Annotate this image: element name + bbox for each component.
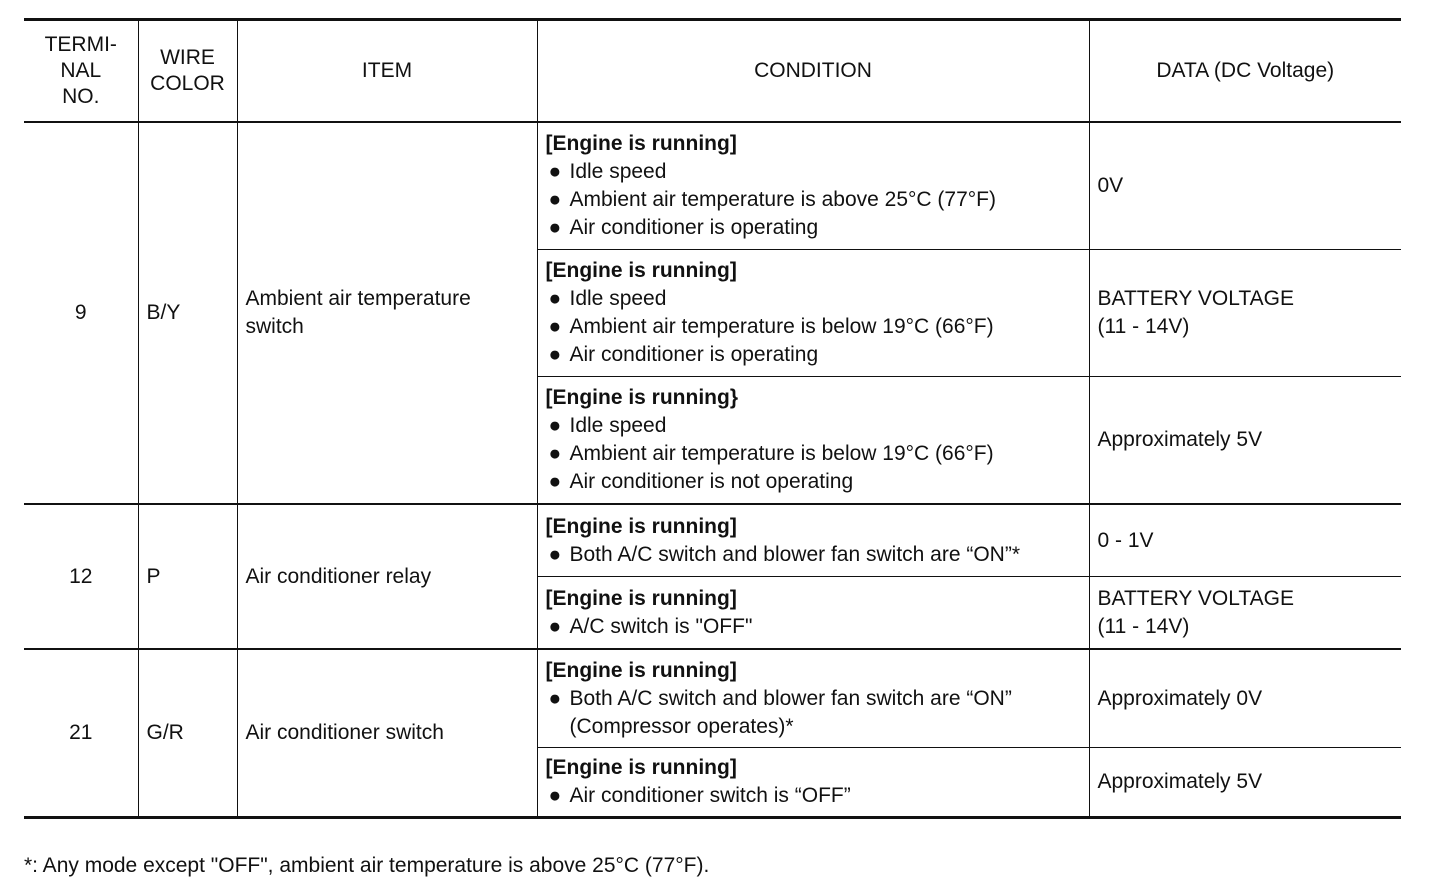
header-terminal-no [24, 20, 138, 123]
item-name [237, 122, 537, 504]
condition-text: Idle speed [569, 414, 667, 437]
item-name [237, 649, 537, 818]
data-value: Approximately 5V [1097, 770, 1263, 793]
data-value: Approximately 5V [1097, 428, 1263, 451]
bullet-dot-icon: ● [548, 160, 562, 183]
condition-cell [537, 577, 1089, 650]
condition-bullet-line [546, 186, 1081, 214]
footnote: *: Any mode except "OFF", ambient air temperature is above 25°C (77°F). [24, 854, 710, 877]
bullet-dot-icon: ● [548, 542, 562, 566]
bullet-dot-icon: ● [548, 414, 562, 437]
bullet-dot-icon: ● [548, 315, 562, 338]
data-value: BATTERY VOLTAGE [1097, 586, 1294, 610]
bullet-dot-icon: ● [548, 188, 562, 211]
bullet-dot-icon: ● [548, 287, 562, 310]
condition-continuation: (Compressor operates)* [569, 714, 794, 738]
condition-text: Idle speed [569, 160, 667, 183]
item-name [237, 504, 537, 649]
condition-title: [Engine is running] [545, 259, 737, 282]
condition-bullet-line [546, 468, 1081, 496]
data-cell [1089, 504, 1401, 577]
wire-color: B/Y [138, 122, 237, 504]
condition-bullet-line [546, 313, 1081, 341]
bullet-dot-icon: ● [548, 686, 562, 710]
data-cell [1089, 122, 1401, 250]
condition-bullet-line [546, 782, 1081, 810]
table-row [24, 649, 1401, 748]
condition-bullet-line [546, 685, 1081, 713]
condition-cell [537, 122, 1089, 250]
wire-color: P [138, 504, 237, 649]
condition-cell [537, 377, 1089, 505]
condition-text: Ambient air temperature is above 25°C (77°F) [569, 188, 996, 211]
header-terminal-line: NAL [60, 59, 102, 82]
bullet-dot-icon: ● [548, 470, 562, 493]
condition-cell [537, 504, 1089, 577]
condition-cell [537, 250, 1089, 377]
condition-cell [537, 649, 1089, 748]
data-cell [1089, 649, 1401, 748]
condition-text: Idle speed [569, 287, 667, 310]
item-line: Air conditioner relay [245, 564, 432, 588]
condition-bullet-line [546, 214, 1081, 242]
condition-title: [Engine is running} [545, 386, 738, 409]
item-line: switch [245, 315, 304, 338]
condition-bullet-line [546, 440, 1081, 468]
header-wire-line: WIRE [160, 46, 215, 69]
condition-text: Air conditioner switch is “OFF” [569, 784, 851, 807]
condition-text: Air conditioner is operating [569, 343, 819, 366]
terminal-number: 21 [24, 649, 138, 818]
data-value: BATTERY VOLTAGE [1097, 287, 1294, 310]
data-value: (11 - 14V) [1097, 315, 1190, 338]
table-header-row [24, 20, 1401, 123]
header-terminal-line: TERMI- [44, 33, 117, 56]
bullet-dot-icon: ● [548, 442, 562, 465]
data-cell [1089, 250, 1401, 377]
condition-title: [Engine is running] [545, 756, 737, 779]
bullet-dot-icon: ● [548, 343, 562, 366]
item-line: Air conditioner switch [245, 721, 444, 744]
data-value: Approximately 0V [1097, 686, 1263, 710]
condition-text: Air conditioner is operating [569, 216, 819, 239]
condition-text: Both A/C switch and blower fan switch are “ON” [569, 686, 1012, 710]
condition-title: [Engine is running] [545, 514, 737, 538]
data-value: (11 - 14V) [1097, 614, 1190, 638]
wire-color: G/R [138, 649, 237, 818]
item-line: Ambient air temperature [245, 287, 471, 310]
data-cell [1089, 577, 1401, 650]
table-row [24, 122, 1401, 250]
condition-bullet-line [546, 613, 1081, 641]
bullet-dot-icon: ● [548, 784, 562, 807]
data-cell [1089, 748, 1401, 818]
condition-bullet-line [546, 541, 1081, 569]
condition-title: [Engine is running] [545, 586, 737, 610]
bullet-dot-icon: ● [548, 216, 562, 239]
header-item: ITEM [237, 20, 537, 123]
condition-bullet-line [546, 158, 1081, 186]
condition-text: Both A/C switch and blower fan switch are “ON”* [569, 542, 1021, 566]
condition-bullet-line [546, 412, 1081, 440]
condition-cell [537, 748, 1089, 818]
header-data: DATA (DC Voltage) [1089, 20, 1401, 123]
terminal-data-table [24, 18, 1401, 819]
terminal-number: 12 [24, 504, 138, 649]
header-terminal-line: NO. [62, 85, 100, 108]
data-value: 0V [1097, 174, 1124, 197]
condition-text: A/C switch is "OFF" [569, 614, 753, 638]
data-value: 0 - 1V [1097, 528, 1154, 552]
terminal-number: 9 [24, 122, 138, 504]
condition-bullet-line [546, 341, 1081, 369]
condition-text: Ambient air temperature is below 19°C (66°F) [569, 315, 994, 338]
table-row [24, 504, 1401, 577]
condition-title: [Engine is running] [545, 658, 737, 682]
header-wire-line: COLOR [150, 72, 225, 95]
condition-bullet-line [546, 285, 1081, 313]
bullet-dot-icon: ● [548, 614, 562, 638]
data-cell [1089, 377, 1401, 505]
condition-title: [Engine is running] [545, 132, 737, 155]
header-condition: CONDITION [537, 20, 1089, 123]
header-wire-color [138, 20, 237, 123]
condition-text: Ambient air temperature is below 19°C (66°F) [569, 442, 994, 465]
condition-text: Air conditioner is not operating [569, 470, 854, 493]
